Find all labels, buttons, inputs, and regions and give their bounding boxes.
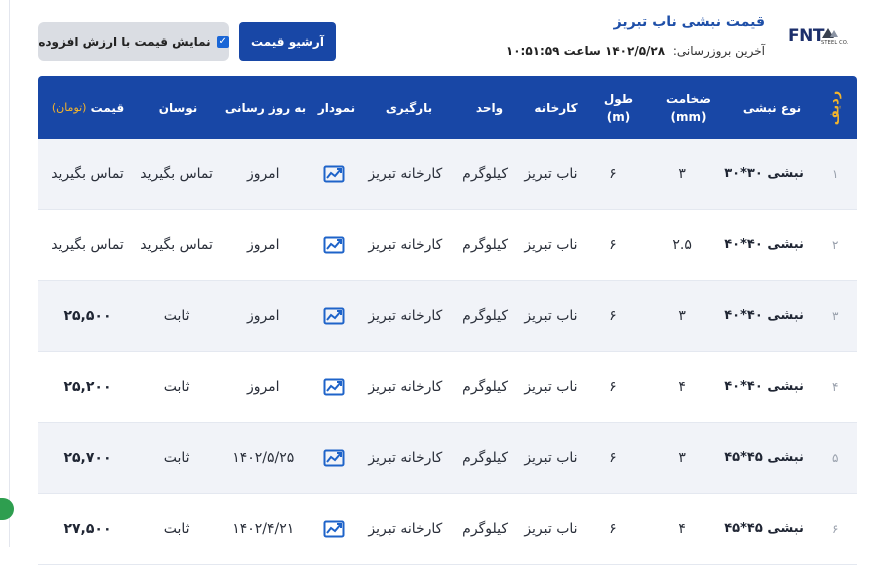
logo-mountain-small-icon bbox=[830, 30, 838, 37]
row-length: ۶ bbox=[609, 166, 617, 182]
row-factory: ناب تبریز bbox=[524, 308, 578, 324]
col-price-label: قیمت bbox=[90, 100, 125, 115]
row-index: ۴ bbox=[832, 380, 839, 394]
row-unit: کیلوگرم bbox=[462, 166, 508, 182]
row-loading: کارخانه تبریز bbox=[368, 379, 443, 395]
row-price: تماس بگیرید bbox=[51, 166, 124, 182]
row-type: نبشی ۴۵*۴۵ bbox=[724, 521, 804, 536]
row-chart[interactable] bbox=[310, 281, 357, 351]
row-updated: ۱۴۰۲/۵/۲۵ bbox=[232, 450, 295, 466]
vat-toggle[interactable] bbox=[38, 22, 229, 61]
col-loading: بارگیری bbox=[385, 100, 433, 115]
table-row bbox=[38, 281, 857, 352]
col-chart: نمودار bbox=[317, 100, 356, 115]
row-thickness: ۳ bbox=[678, 450, 686, 466]
row-updated: امروز bbox=[246, 166, 280, 182]
row-unit: کیلوگرم bbox=[462, 450, 508, 466]
row-chart[interactable] bbox=[310, 352, 357, 422]
row-price: تماس بگیرید bbox=[51, 237, 124, 253]
row-index: ۲ bbox=[832, 238, 839, 252]
row-chart[interactable] bbox=[310, 494, 357, 564]
row-chart[interactable] bbox=[310, 423, 357, 493]
trend-chart-icon[interactable] bbox=[323, 449, 345, 467]
price-table bbox=[38, 76, 857, 565]
row-thickness: ۳ bbox=[678, 166, 686, 182]
checkbox-checked-icon[interactable]: ✓ bbox=[218, 35, 227, 47]
row-updated: امروز bbox=[246, 379, 280, 395]
row-fluctuation: تماس بگیرید bbox=[140, 166, 213, 182]
col-index: ردیف bbox=[827, 90, 842, 125]
table-header bbox=[38, 76, 857, 139]
table-row bbox=[38, 352, 857, 423]
trend-chart-icon[interactable] bbox=[323, 307, 345, 325]
row-price: ۲۵,۵۰۰ bbox=[63, 308, 112, 324]
col-thickness: ضخامت (mm) bbox=[666, 91, 711, 124]
row-length: ۶ bbox=[609, 237, 617, 253]
row-index: ۶ bbox=[832, 522, 839, 536]
row-factory: ناب تبریز bbox=[524, 521, 578, 537]
row-loading: کارخانه تبریز bbox=[368, 450, 443, 466]
logo-text: FNT bbox=[788, 26, 824, 46]
row-updated: ۱۴۰۲/۴/۲۱ bbox=[232, 521, 295, 537]
row-factory: ناب تبریز bbox=[524, 166, 578, 182]
row-price: ۲۵,۷۰۰ bbox=[63, 450, 112, 466]
row-fluctuation: ثابت bbox=[163, 521, 190, 537]
trend-chart-icon[interactable] bbox=[323, 378, 345, 396]
row-length: ۶ bbox=[609, 521, 617, 537]
row-thickness: ۳ bbox=[678, 308, 686, 324]
trend-chart-icon[interactable] bbox=[323, 165, 345, 183]
row-factory: ناب تبریز bbox=[524, 450, 578, 466]
fnt-steel-logo[interactable] bbox=[788, 26, 856, 48]
price-archive-button[interactable]: آرشیو قیمت bbox=[239, 22, 336, 61]
row-index: ۳ bbox=[832, 309, 839, 323]
vat-toggle-label: نمایش قیمت با ارزش افزوده bbox=[38, 34, 211, 49]
last-updated-label: آخرین بروزرسانی: bbox=[672, 44, 765, 58]
row-unit: کیلوگرم bbox=[462, 379, 508, 395]
row-chart[interactable] bbox=[310, 139, 357, 209]
row-factory: ناب تبریز bbox=[524, 237, 578, 253]
price-card bbox=[9, 0, 895, 547]
row-length: ۶ bbox=[609, 308, 617, 324]
row-chart[interactable] bbox=[310, 210, 357, 280]
row-fluctuation: ثابت bbox=[163, 379, 190, 395]
row-loading: کارخانه تبریز bbox=[368, 166, 443, 182]
table-row bbox=[38, 423, 857, 494]
row-updated: امروز bbox=[246, 308, 280, 324]
table-body bbox=[38, 139, 857, 565]
row-index: ۱ bbox=[832, 167, 839, 181]
row-type: نبشی ۳۰*۳۰ bbox=[724, 166, 804, 181]
row-thickness: ۴ bbox=[678, 521, 686, 537]
row-loading: کارخانه تبریز bbox=[368, 237, 443, 253]
row-fluctuation: ثابت bbox=[163, 308, 190, 324]
row-type: نبشی ۴۰*۴۰ bbox=[724, 379, 804, 394]
col-fluctuation: نوسان bbox=[158, 100, 198, 115]
last-updated-value: ۱۴۰۲/۵/۲۸ ساعت ۱۰:۵۱:۵۹ bbox=[505, 44, 666, 58]
row-fluctuation: تماس بگیرید bbox=[140, 237, 213, 253]
row-price: ۲۷,۵۰۰ bbox=[63, 521, 112, 537]
row-fluctuation: ثابت bbox=[163, 450, 190, 466]
row-loading: کارخانه تبریز bbox=[368, 521, 443, 537]
col-price bbox=[38, 76, 138, 139]
row-thickness: ۲.۵ bbox=[672, 237, 692, 253]
row-unit: کیلوگرم bbox=[462, 521, 508, 537]
row-index: ۵ bbox=[832, 451, 839, 465]
col-length: طول (m) bbox=[603, 91, 634, 124]
row-price: ۲۵,۲۰۰ bbox=[63, 379, 112, 395]
row-type: نبشی ۴۵*۴۵ bbox=[724, 450, 804, 465]
table-row bbox=[38, 139, 857, 210]
col-updated: به روز رسانی bbox=[224, 100, 307, 115]
row-unit: کیلوگرم bbox=[462, 308, 508, 324]
row-type: نبشی ۴۰*۴۰ bbox=[724, 308, 804, 323]
table-row bbox=[38, 210, 857, 281]
row-loading: کارخانه تبریز bbox=[368, 308, 443, 324]
floating-chat-tab[interactable] bbox=[0, 498, 14, 520]
row-length: ۶ bbox=[609, 379, 617, 395]
row-type: نبشی ۴۰*۴۰ bbox=[724, 237, 804, 252]
table-row bbox=[38, 494, 857, 565]
row-thickness: ۴ bbox=[678, 379, 686, 395]
row-length: ۶ bbox=[609, 450, 617, 466]
last-updated bbox=[506, 44, 765, 58]
page-title: قیمت نبشی ناب تبریز bbox=[613, 14, 765, 30]
logo-subtext: STEEL CO. bbox=[821, 40, 849, 46]
trend-chart-icon[interactable] bbox=[323, 520, 345, 538]
col-factory: کارخانه bbox=[534, 100, 578, 115]
row-unit: کیلوگرم bbox=[462, 237, 508, 253]
row-updated: امروز bbox=[246, 237, 280, 253]
row-factory: ناب تبریز bbox=[524, 379, 578, 395]
trend-chart-icon[interactable] bbox=[323, 236, 345, 254]
col-type: نوع نبشی bbox=[742, 100, 802, 115]
col-price-unit: (تومان) bbox=[51, 100, 87, 114]
col-unit: واحد bbox=[475, 100, 504, 115]
